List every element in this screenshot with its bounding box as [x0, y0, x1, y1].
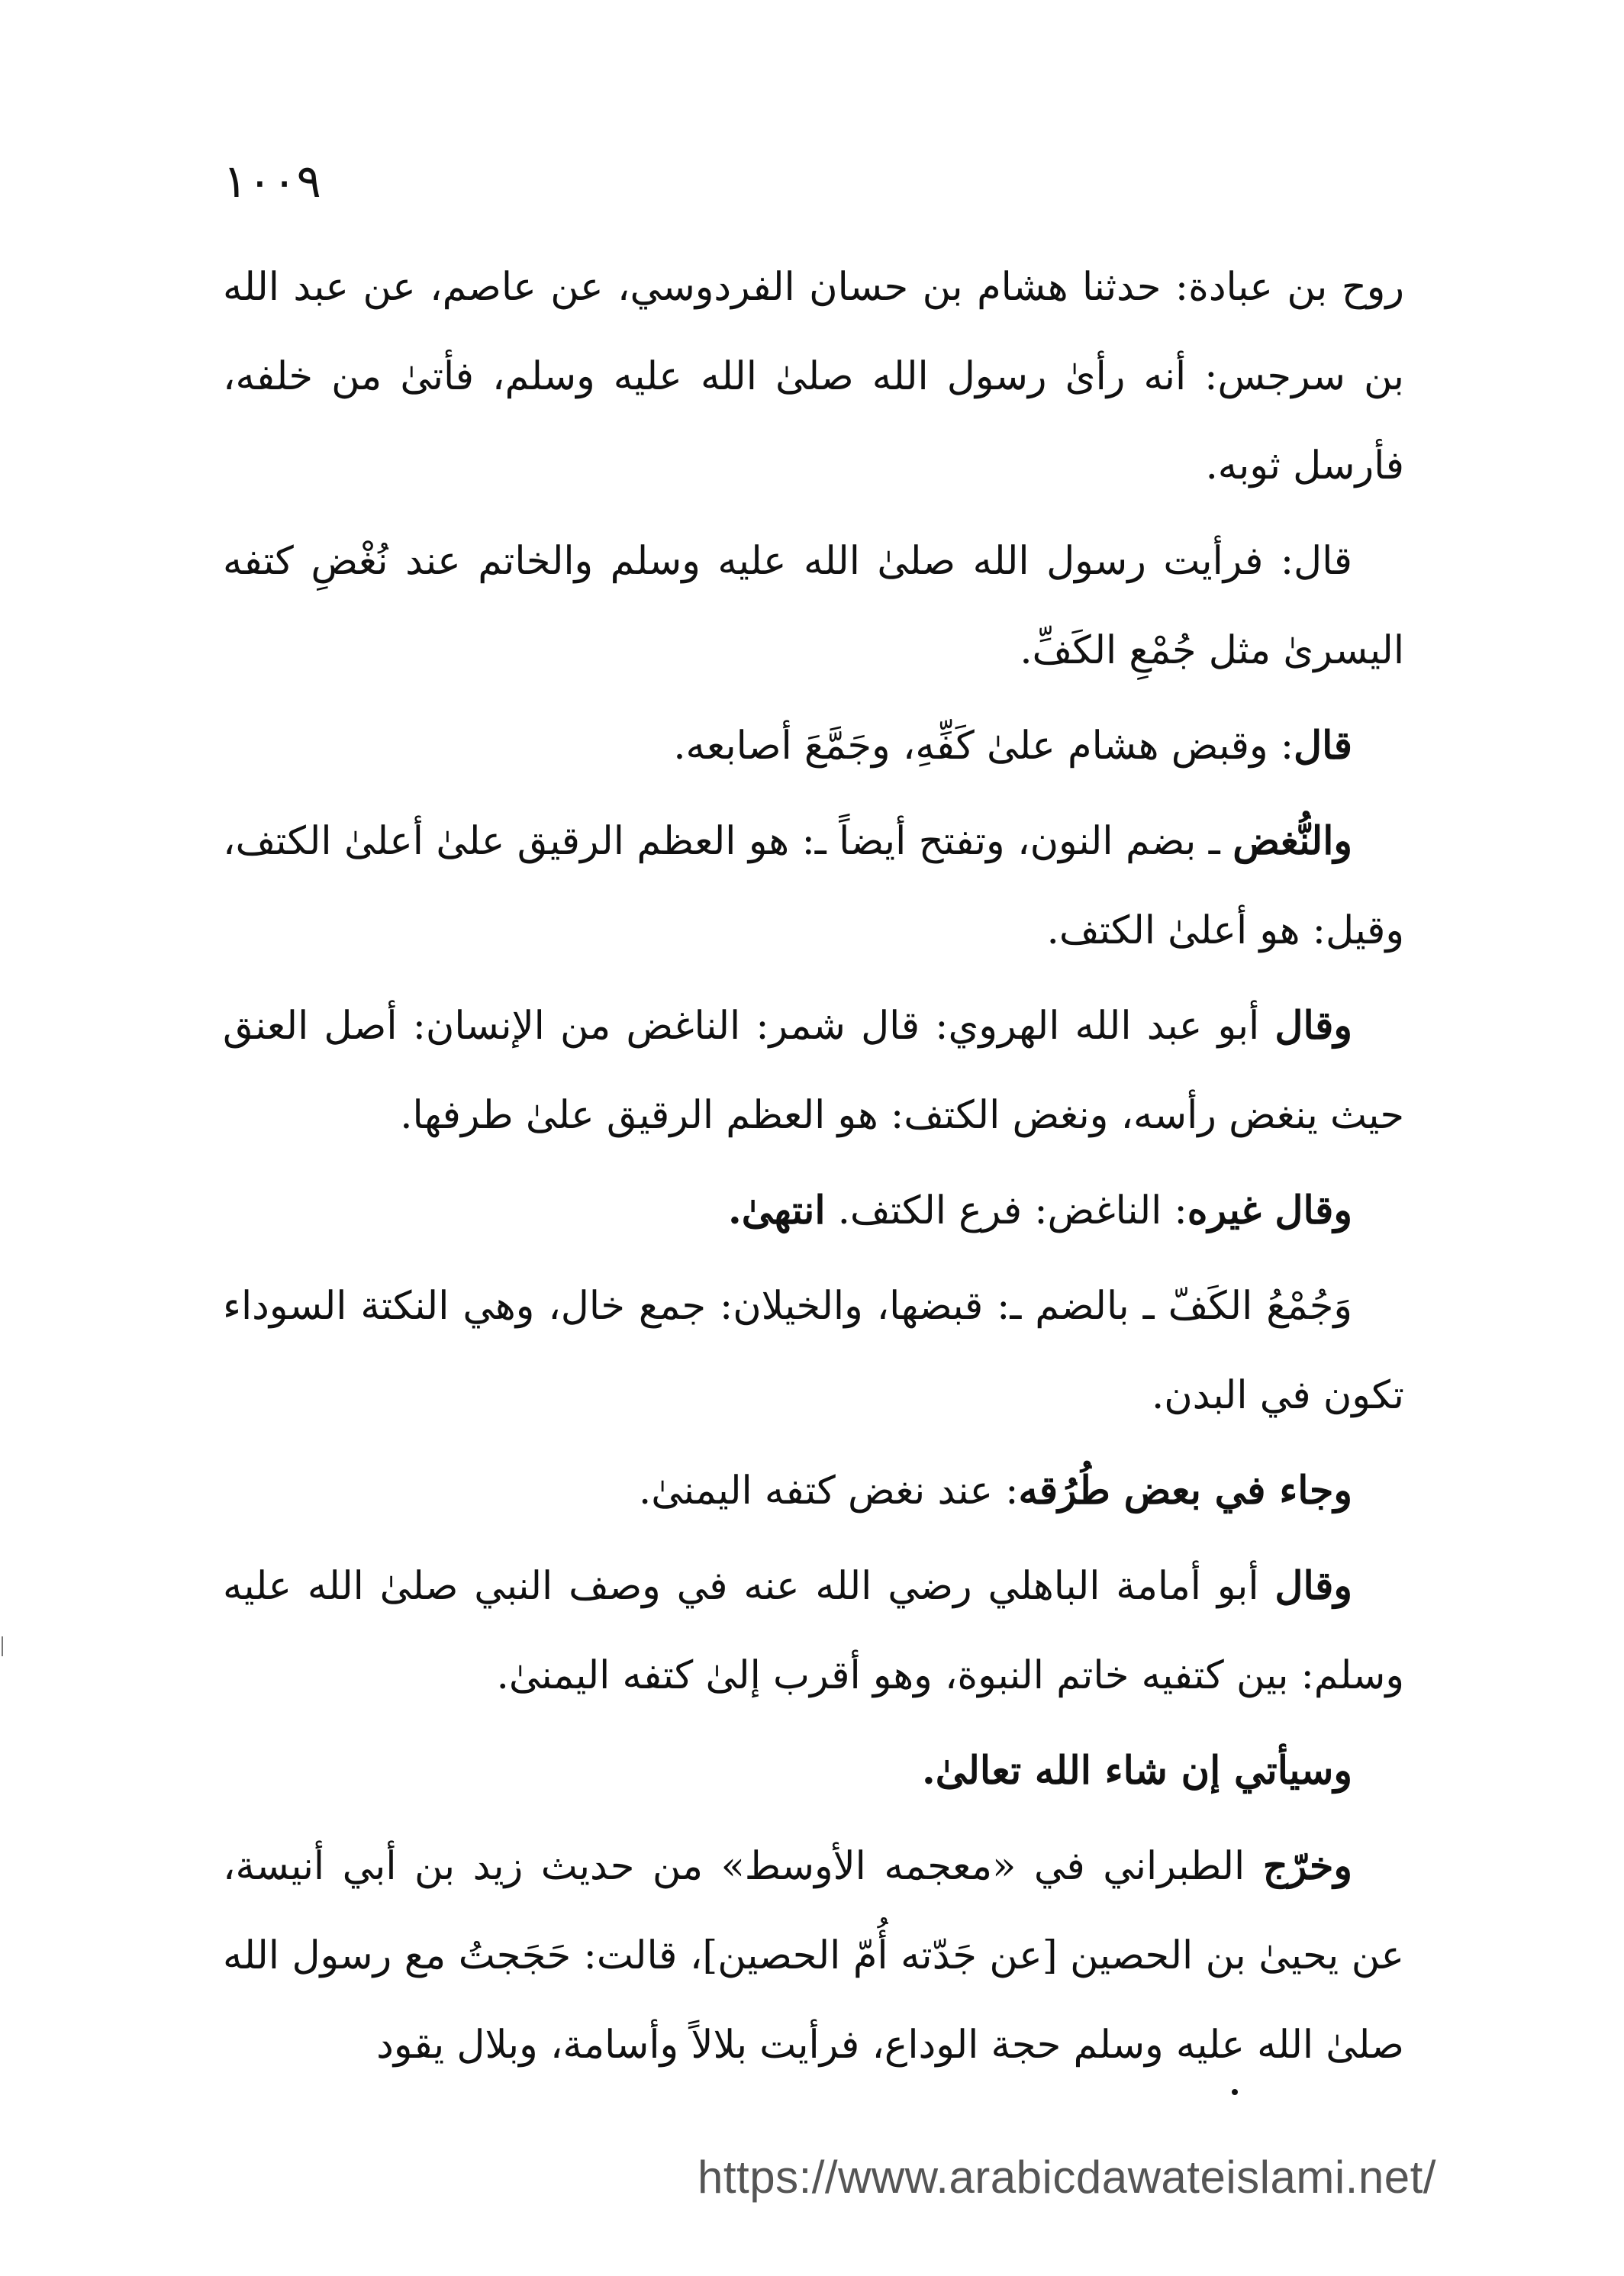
- paragraph-2: [223, 517, 1404, 695]
- paragraph-lead: وقال: [1274, 1563, 1352, 1609]
- paragraph-text: : وقبض هشام علىٰ كَفِّهِ، وجَمَّعَ أصابعه.: [673, 724, 1294, 769]
- paragraph-text: أبو عبد الله الهروي: قال شمر: الناغض من الإنسان: أصل العنق حيث ينغض رأسه، ونغض الكتف: هو العظم الرقيق علىٰ طرفها.: [223, 1004, 1404, 1138]
- paragraph-text: ـ بضم النون، وتفتح أيضاً ـ: هو العظم الرقيق علىٰ أعلىٰ الكتف، وقيل: هو أعلىٰ الكتف.: [223, 819, 1404, 953]
- paragraph-5: [223, 982, 1404, 1160]
- paragraph-lead: والنُّغض: [1232, 818, 1352, 864]
- footer-dot: [1232, 2089, 1238, 2095]
- paragraph-10: [223, 1726, 1404, 1816]
- paragraph-lead: وخرّج: [1262, 1843, 1352, 1889]
- paragraph-7: [223, 1262, 1404, 1440]
- paragraph-text: وَجُمْعُ الكَفّ ـ بالضم ـ: قبضها، والخيلان: جمع خال، وهي النكتة السوداء تكون في البدن.: [223, 1284, 1404, 1418]
- paragraph-text: أبو أمامة الباهلي رضي الله عنه في وصف النبي صلىٰ الله عليه وسلم: بين كتفيه خاتم النبوة، وهو أقرب إلىٰ كتفه اليمنىٰ.: [223, 1564, 1404, 1698]
- paragraph-tail: انتهىٰ.: [727, 1188, 826, 1233]
- paragraph-lead: وسيأتي إن شاء الله تعالىٰ.: [922, 1748, 1352, 1794]
- paragraph-text: قال: فرأيت رسول الله صلىٰ الله عليه وسلم والخاتم عند نُغْضِ كتفه اليسرىٰ مثل جُمْعِ الكَفِّ.: [223, 539, 1404, 673]
- paragraph-text: الطبراني في «معجمه الأوسط» من حديث زيد بن أبي أنيسة، عن يحيىٰ بن الحصين [عن جَدّته أُمّ الحصين]، قالت: حَجَجتُ مع رسول الله صلىٰ الله عليه وسلم حجة الوداع، فرأيت بلالاً وأسامة، وبلال يقود: [223, 1844, 1404, 2068]
- paragraph-lead: قال: [1294, 723, 1352, 769]
- paragraph-6: [223, 1166, 1404, 1256]
- paragraph-lead: وجاء في بعض طُرُقه: [1018, 1468, 1352, 1514]
- page-number: ١٠٠٩: [223, 155, 321, 208]
- paragraph-1: [223, 243, 1404, 511]
- watermark-url: https://www.arabicdawateislami.net/: [698, 2152, 1436, 2203]
- paragraph-text: : عند نغض كتفه اليمنىٰ.: [639, 1468, 1019, 1514]
- paragraph-4: [223, 797, 1404, 975]
- paragraph-3: [223, 701, 1404, 791]
- paragraph-lead: وقال: [1274, 1003, 1352, 1049]
- paragraph-text: : الناغض: فرع الكتف.: [825, 1188, 1187, 1233]
- margin-tick: [2, 1636, 3, 1656]
- paragraph-11: [223, 1822, 1404, 2090]
- paragraph-9: [223, 1542, 1404, 1720]
- paragraph-text: روح بن عبادة: حدثنا هشام بن حسان الفردوسي، عن عاصم، عن عبد الله بن سرجس: أنه رأىٰ رسول الله صلىٰ الله عليه وسلم، فأتىٰ من خلفه، فأرسل ثوبه.: [223, 265, 1404, 488]
- paragraph-lead: وقال غيره: [1187, 1188, 1352, 1233]
- page-body: [223, 243, 1404, 2096]
- paragraph-8: [223, 1446, 1404, 1536]
